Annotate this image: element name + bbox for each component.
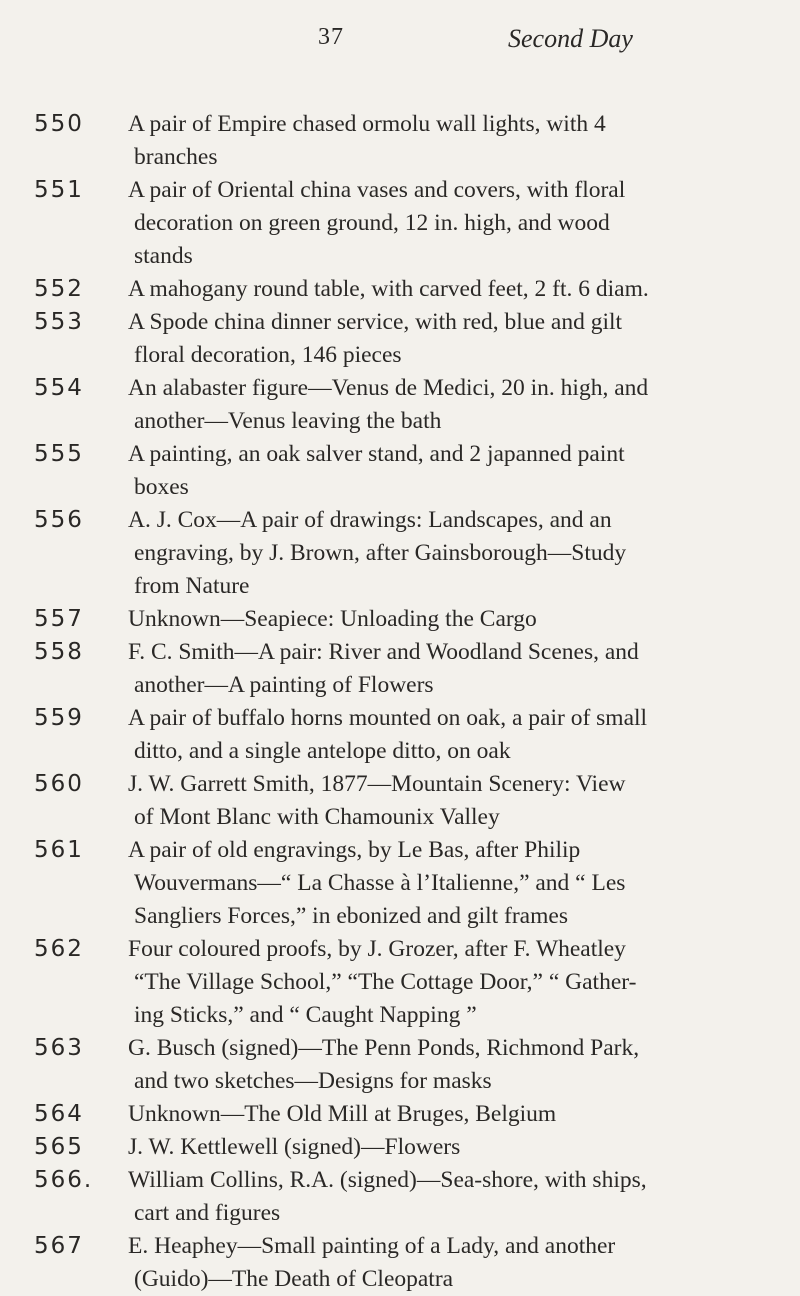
lot-number: 564 — [34, 1101, 84, 1127]
lot-number: 558 — [34, 639, 84, 665]
lot-description-line: and two sketches—Designs for masks — [134, 1068, 492, 1094]
lot-description-line: ing Sticks,” and “ Caught Napping ” — [134, 1002, 477, 1028]
lot-description-line: A mahogany round table, with carved feet, 2 ft. 6 diam. — [128, 276, 649, 302]
lot-description-line: F. C. Smith—A pair: River and Woodland Scenes, and — [128, 639, 639, 665]
lot-entry — [0, 636, 800, 702]
lot-description-line: An alabaster figure—Venus de Medici, 20 in. high, and — [128, 375, 649, 401]
lot-description-line: William Collins, R.A. (signed)—Sea-shore, with ships, — [128, 1167, 647, 1193]
page-header — [0, 10, 800, 53]
lot-description-line: J. W. Garrett Smith, 1877—Mountain Scenery: View — [128, 771, 626, 797]
lot-description-line: Four coloured proofs, by J. Grozer, after F. Wheatley — [128, 936, 626, 962]
lot-description-line: stands — [134, 243, 193, 269]
lot-description-line: “The Village School,” “The Cottage Door,” “ Gather- — [134, 969, 637, 995]
lot-description-line: Unknown—Seapiece: Unloading the Cargo — [128, 606, 537, 632]
lot-description-line: branches — [134, 144, 218, 170]
lot-description-line: floral decoration, 146 pieces — [134, 342, 402, 368]
lot-description-line: A pair of Oriental china vases and covers, with floral — [128, 177, 626, 203]
lot-description-line: A pair of buffalo horns mounted on oak, a pair of small — [128, 705, 648, 731]
lot-list — [0, 108, 800, 1296]
lot-entry — [0, 504, 800, 603]
lot-description — [0, 834, 652, 933]
lot-entry — [0, 1131, 800, 1164]
lot-number: 557 — [34, 606, 84, 632]
lot-description-line: Sangliers Forces,” in ebonized and gilt frames — [134, 903, 568, 929]
lot-description — [0, 702, 652, 768]
lot-description-line: A. J. Cox—A pair of drawings: Landscapes, and an — [128, 507, 612, 533]
lot-description-line: (Guido)—The Death of Cleopatra — [134, 1266, 454, 1292]
lot-description — [0, 1032, 652, 1098]
lot-entry — [0, 933, 800, 1032]
lot-description — [0, 1131, 652, 1164]
lot-number: 567 — [34, 1233, 84, 1259]
lot-entry — [0, 1032, 800, 1098]
lot-entry — [0, 372, 800, 438]
lot-description-line: A Spode china dinner service, with red, blue and gilt — [128, 309, 623, 335]
lot-number: 562 — [34, 936, 84, 962]
lot-number: 566. — [34, 1167, 94, 1193]
lot-description-line: of Mont Blanc with Chamounix Valley — [134, 804, 500, 830]
lot-description-line: A painting, an oak salver stand, and 2 japanned paint — [128, 441, 625, 467]
lot-description-line: Unknown—The Old Mill at Bruges, Belgium — [128, 1101, 557, 1127]
running-head: Second Day — [508, 24, 633, 53]
lot-number: 550 — [34, 111, 84, 137]
lot-description-line: A pair of old engravings, by Le Bas, after Philip — [128, 837, 581, 863]
lot-number: 552 — [34, 276, 84, 302]
lot-description — [0, 768, 652, 834]
lot-entry — [0, 1230, 800, 1296]
lot-description — [0, 174, 652, 273]
lot-description-line: A pair of Empire chased ormolu wall lights, with 4 — [128, 111, 606, 137]
lot-description-line: decoration on green ground, 12 in. high, and wood — [134, 210, 610, 236]
lot-description — [0, 1230, 652, 1296]
lot-description — [0, 933, 652, 1032]
lot-description — [0, 1164, 652, 1230]
lot-number: 554 — [34, 375, 84, 401]
lot-description-line: ditto, and a single antelope ditto, on oak — [134, 738, 511, 764]
lot-number: 561 — [34, 837, 84, 863]
lot-description-line: Wouvermans—“ La Chasse à l’Italienne,” and “ Les — [134, 870, 626, 896]
lot-entry — [0, 273, 800, 306]
lot-description-line: boxes — [134, 474, 189, 500]
lot-number: 565 — [34, 1134, 84, 1160]
lot-number: 551 — [34, 177, 84, 203]
lot-number: 563 — [34, 1035, 84, 1061]
lot-description — [0, 1098, 652, 1131]
lot-entry — [0, 1164, 800, 1230]
lot-entry — [0, 834, 800, 933]
lot-description — [0, 603, 652, 636]
lot-description — [0, 372, 652, 438]
lot-description — [0, 636, 652, 702]
page-number: 37 — [318, 24, 344, 50]
lot-entry — [0, 603, 800, 636]
lot-entry — [0, 438, 800, 504]
lot-description-line: engraving, by J. Brown, after Gainsborough—Study — [134, 540, 627, 566]
lot-description-line: G. Busch (signed)—The Penn Ponds, Richmond Park, — [128, 1035, 640, 1061]
lot-description-line: from Nature — [134, 573, 250, 599]
lot-description — [0, 306, 652, 372]
lot-entry — [0, 174, 800, 273]
lot-number: 559 — [34, 705, 84, 731]
lot-number: 555 — [34, 441, 84, 467]
lot-number: 560 — [34, 771, 84, 797]
lot-entry — [0, 702, 800, 768]
lot-description-line: another—Venus leaving the bath — [134, 408, 442, 434]
lot-entry — [0, 306, 800, 372]
lot-entry — [0, 1098, 800, 1131]
lot-description — [0, 504, 652, 603]
lot-entry — [0, 108, 800, 174]
lot-entry — [0, 768, 800, 834]
lot-number: 556 — [34, 507, 84, 533]
lot-description — [0, 273, 652, 306]
lot-number: 553 — [34, 309, 84, 335]
lot-description-line: E. Heaphey—Small painting of a Lady, and another — [128, 1233, 616, 1259]
lot-description-line: J. W. Kettlewell (signed)—Flowers — [128, 1134, 461, 1160]
lot-description-line: cart and figures — [134, 1200, 281, 1226]
lot-description — [0, 108, 652, 174]
lot-description — [0, 438, 652, 504]
lot-description-line: another—A painting of Flowers — [134, 672, 434, 698]
